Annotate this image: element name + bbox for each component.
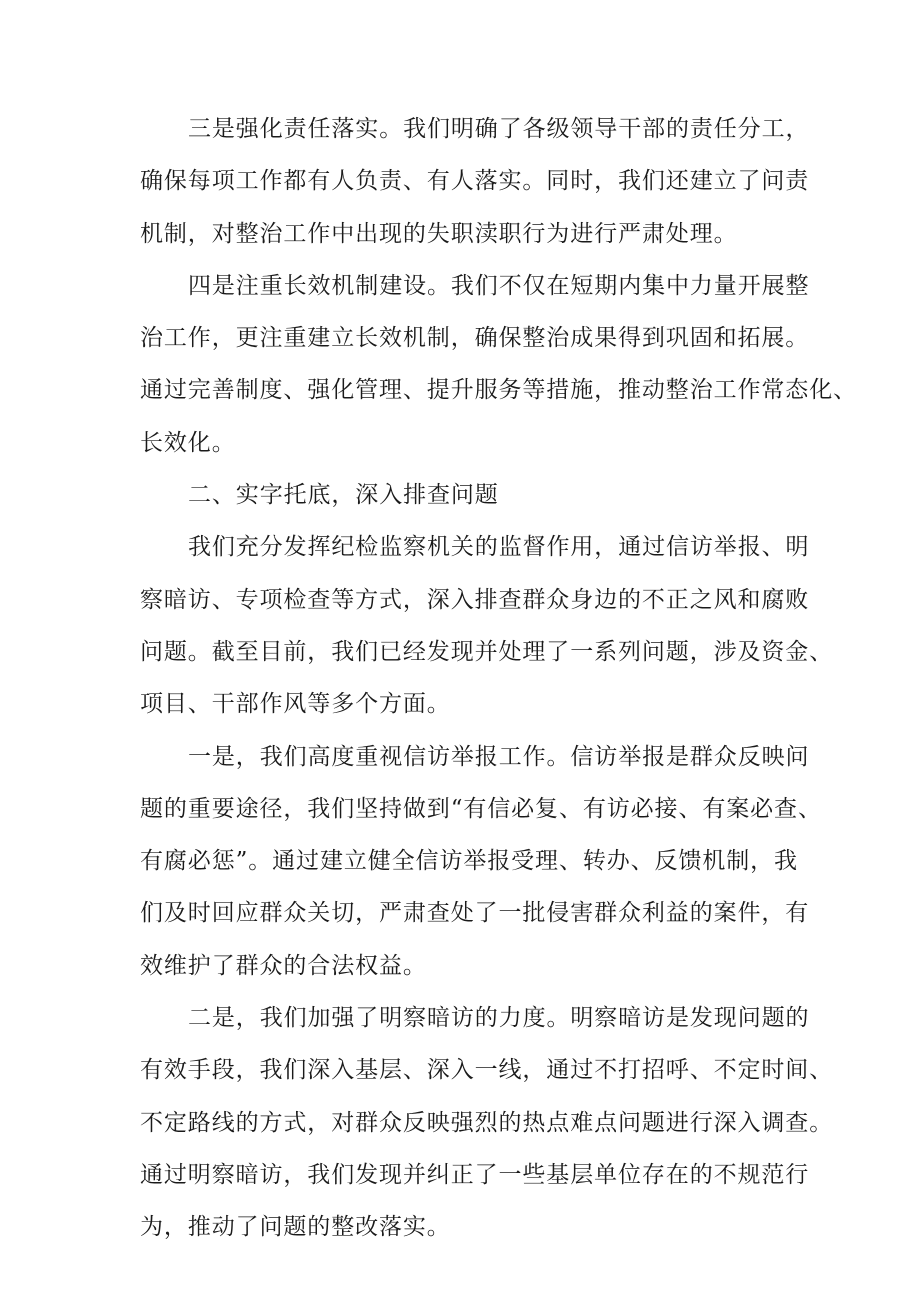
section-heading: 二、实字托底，深入排查问题 xyxy=(188,482,499,509)
text-line: 有腐必惩”。通过建立健全信访举报受理、转办、反馈机制，我 xyxy=(140,848,798,875)
text-line: 通过完善制度、强化管理、提升服务等措施，推动整治工作常态化、 xyxy=(140,377,857,404)
text-line: 们及时回应群众关切，严肃查处了一批侵害群众利益的案件，有 xyxy=(140,900,810,927)
text-line: 三是强化责任落实。我们明确了各级领导干部的责任分工， xyxy=(188,116,810,142)
text-line: 通过明察暗访，我们发现并纠正了一些基层单位存在的不规范行 xyxy=(140,1161,810,1188)
text-line: 问题。截至目前，我们已经发现并处理了一系列问题，涉及资金、 xyxy=(140,638,834,665)
text-line: 效维护了群众的合法权益。 xyxy=(140,952,427,979)
text-line: 为，推动了问题的整改落实。 xyxy=(140,1214,451,1241)
text-line: 察暗访、专项检查等方式，深入排查群众身边的不正之风和腐败 xyxy=(140,586,810,613)
text-line: 治工作，更注重建立长效机制，确保整治成果得到巩固和拓展。 xyxy=(140,325,810,352)
text-line: 项目、干部作风等多个方面。 xyxy=(140,691,451,718)
text-line: 题的重要途径，我们坚持做到“有信必复、有访必接、有案必查、 xyxy=(140,795,822,822)
text-line: 有效手段，我们深入基层、深入一线，通过不打招呼、不定时间、 xyxy=(140,1057,834,1084)
text-line: 我们充分发挥纪检监察机关的监督作用，通过信访举报、明 xyxy=(188,534,810,561)
text-line: 二是，我们加强了明察暗访的力度。明察暗访是发现问题的 xyxy=(188,1005,810,1032)
text-line: 机制，对整治工作中出现的失职渎职行为进行严肃处理。 xyxy=(140,220,738,247)
text-line: 不定路线的方式，对群众反映强烈的热点难点问题进行深入调查。 xyxy=(140,1109,834,1136)
text-line: 一是，我们高度重视信访举报工作。信访举报是群众反映问 xyxy=(188,743,810,770)
text-line: 长效化。 xyxy=(140,429,236,456)
text-line: 确保每项工作都有人负责、有人落实。同时，我们还建立了问责 xyxy=(140,168,810,195)
text-line: 四是注重长效机制建设。我们不仅在短期内集中力量开展整 xyxy=(188,272,810,299)
document-page xyxy=(140,103,857,1254)
